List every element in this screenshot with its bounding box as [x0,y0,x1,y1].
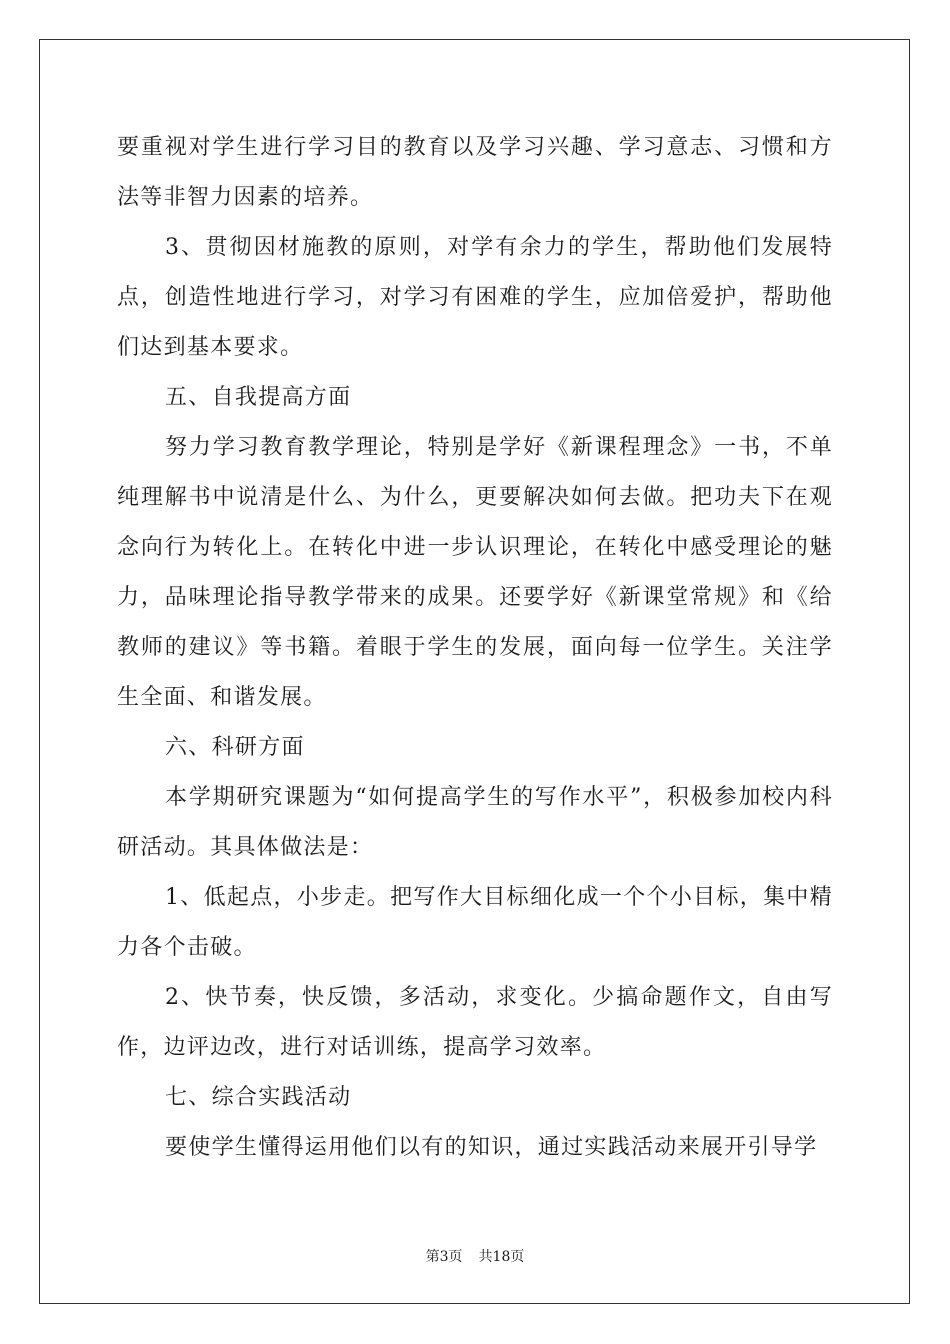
paragraph-3: 努力学习教育教学理论，特别是学好《新课程理念》一书，不单纯理解书中说清是什么、为什么，更要解决如何去做。把功夫下在观念向行为转化上。在转化中进一步认识理论，在转化中感受理论的魅力，品味理论指导教学带来的成果。还要学好《新课堂常规》和《给教师的建议》等书籍。着眼于学生的发展，面向每一位学生。关注学生全面、和谐发展。 [117,435,833,710]
section-heading-6: 六、科研方面 [165,735,305,760]
paragraph-2: 3、贯彻因材施教的原则，对学有余力的学生，帮助他们发展特点，创造性地进行学习，对学习有困难的学生，应加倍爱护，帮助他们达到基本要求。 [117,235,833,360]
section-heading-5: 五、自我提高方面 [165,385,352,410]
page-number: 第3页 [425,1249,463,1265]
page-footer [0,1248,950,1266]
paragraph-4: 本学期研究课题为“如何提高学生的写作水平”，积极参加校内科研活动。其具体做法是： [117,785,833,860]
paragraph-6: 2、快节奏，快反馈，多活动，求变化。少搞命题作文，自由写作，边评边改，进行对话训练，提高学习效率。 [117,985,833,1060]
paragraph-5: 1、低起点，小步走。把写作大目标细化成一个个小目标，集中精力各个击破。 [117,885,833,960]
page-total: 共18页 [478,1249,525,1265]
paragraph-7: 要使学生懂得运用他们以有的知识，通过实践活动来展开引导学 [165,1135,818,1160]
document-body [117,123,833,1173]
paragraph-1: 要重视对学生进行学习目的教育以及学习兴趣、学习意志、习惯和方法等非智力因素的培养。 [117,135,833,210]
section-heading-7: 七、综合实践活动 [165,1085,352,1110]
